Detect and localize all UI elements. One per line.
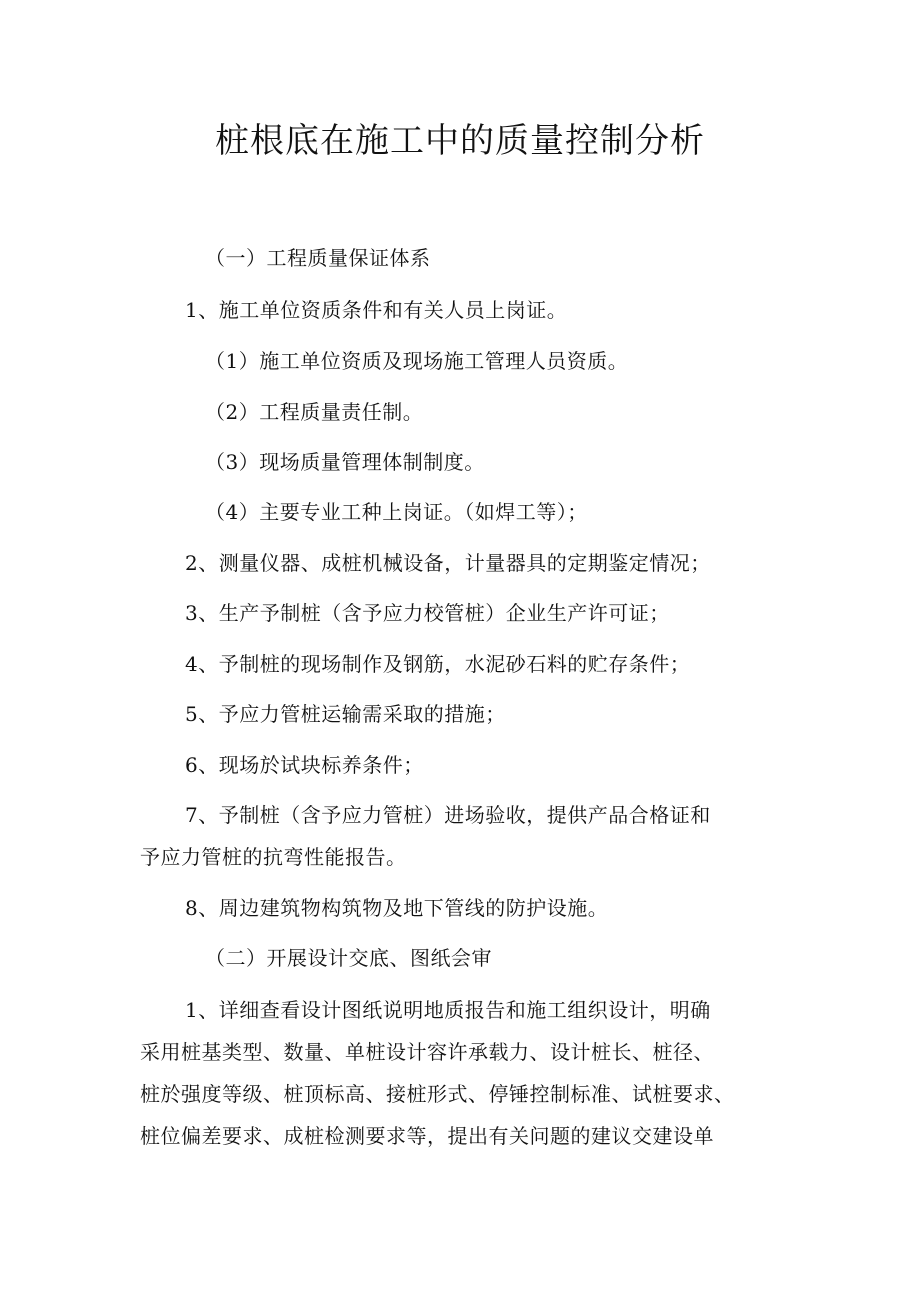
list-item-continuation: 桩於强度等级、桩顶标高、接桩形式、停锤控制标准、试桩要求、 — [140, 1082, 735, 1106]
section-heading-quality-system: （一）工程质量保证体系 — [205, 246, 431, 270]
list-item: 1、施工单位资质条件和有关人员上岗证。 — [185, 298, 568, 322]
document-title: 桩根底在施工中的质量控制分析 — [215, 121, 705, 161]
list-item: 5、予应力管桩运输需采取的措施； — [185, 702, 506, 726]
sub-list-item: （3）现场质量管理体制制度。 — [205, 450, 485, 474]
section-heading-design-review: （二）开展设计交底、图纸会审 — [205, 946, 492, 970]
list-item: 6、现场於试块标养条件； — [185, 753, 424, 777]
list-item: 8、周边建筑物构筑物及地下管线的防护设施。 — [185, 896, 609, 920]
list-item: 2、测量仪器、成桩机械设备，计量器具的定期鉴定情况； — [185, 551, 711, 575]
sub-list-item: （4）主要专业工种上岗证。（如焊工等）； — [205, 500, 588, 524]
sub-list-item: （2）工程质量责任制。 — [205, 400, 424, 424]
list-item-continuation: 采用桩基类型、数量、单桩设计容许承载力、设计桩长、桩径、 — [140, 1040, 714, 1064]
list-item-continuation: 桩位偏差要求、成桩检测要求等，提出有关问题的建议交建设单 — [140, 1124, 714, 1148]
list-item: 1、详细查看设计图纸说明地质报告和施工组织设计，明确 — [185, 998, 711, 1022]
list-item-continuation: 予应力管桩的抗弯性能报告。 — [140, 845, 407, 869]
list-item: 3、生产予制桩（含予应力校管桩）企业生产许可证； — [185, 601, 670, 625]
list-item: 7、予制桩（含予应力管桩）进场验收，提供产品合格证和 — [185, 803, 711, 827]
list-item: 4、予制桩的现场制作及钢筋，水泥砂石料的贮存条件； — [185, 652, 691, 676]
sub-list-item: （1）施工单位资质及现场施工管理人员资质。 — [205, 349, 629, 373]
